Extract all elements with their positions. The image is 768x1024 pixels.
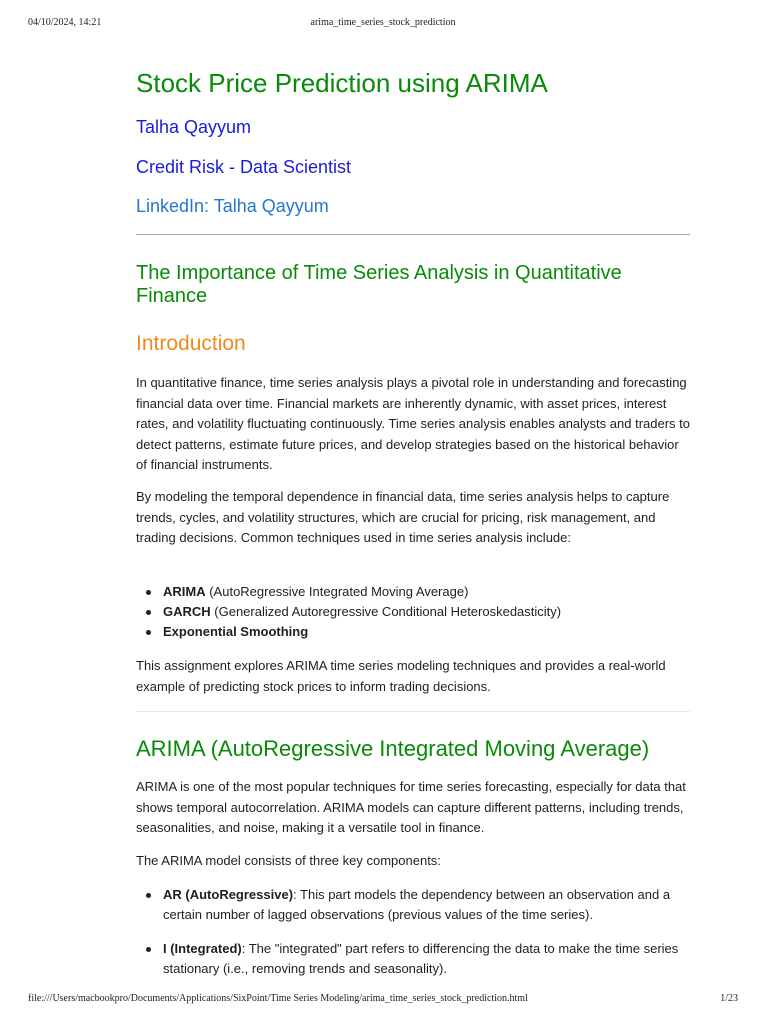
list-item <box>136 582 690 602</box>
print-datetime: 04/10/2024, 14:21 <box>28 17 102 28</box>
component-name: AR (AutoRegressive) <box>163 887 294 902</box>
technique-name: ARIMA <box>163 584 206 599</box>
divider <box>136 234 690 235</box>
page-number: 1/23 <box>720 993 738 1004</box>
technique-name: GARCH <box>163 604 211 619</box>
author-role: Credit Risk - Data Scientist <box>136 157 352 177</box>
author-name: Talha Qayyum <box>136 117 252 137</box>
technique-name: Exponential Smoothing <box>163 624 309 639</box>
list-item <box>136 885 690 925</box>
divider <box>136 711 690 712</box>
section-heading-importance: The Importance of Time Series Analysis in Quantitative Finance <box>136 262 622 307</box>
component-desc: : The "integrated" part refers to differencing the data to make the time series stationary (i.e., removing trends and seasonality). <box>163 941 679 976</box>
print-footer <box>28 993 738 1007</box>
technique-desc: (AutoRegressive Integrated Moving Average) <box>205 584 469 599</box>
list-item <box>136 602 690 622</box>
intro-paragraph-3: This assignment explores ARIMA time series modeling techniques and provides a real-world example of predicting stock prices to inform trading decisions. <box>136 658 666 694</box>
print-header <box>28 17 738 31</box>
arima-paragraph-1: ARIMA is one of the most popular techniques for time series forecasting, especially for data that shows temporal autocorrelation. ARIMA models can capture different patterns, including trends, seasonalities, and noise, making it a versatile tool in finance. <box>136 779 686 835</box>
introduction-heading: Introduction <box>136 332 246 355</box>
print-doc-name: arima_time_series_stock_prediction <box>310 17 456 28</box>
component-desc: : This part models the dependency between an observation and a certain number of lagged observations (previous values of the time series). <box>163 887 671 922</box>
section-heading-arima: ARIMA (AutoRegressive Integrated Moving Average) <box>136 736 650 761</box>
list-item <box>136 939 690 979</box>
list-item <box>136 622 690 642</box>
component-name: I (Integrated) <box>163 941 242 956</box>
print-file-path: file:///Users/macbookpro/Documents/Applications/SixPoint/Time Series Modeling/arima_time_series_stock_prediction.html <box>28 993 528 1004</box>
page-title: Stock Price Prediction using ARIMA <box>136 68 548 98</box>
components-list <box>136 885 690 993</box>
linkedin-link[interactable]: LinkedIn: Talha Qayyum <box>136 196 329 216</box>
intro-paragraph-1: In quantitative finance, time series analysis plays a pivotal role in understanding and forecasting financial data over time. Financial markets are inherently dynamic, with asset prices, interest rates, and volatility fluctuating continuously. Time series analysis enables analysts and traders to detect patterns, estimate future prices, and develop strategies based on the historical behavior of financial instruments. <box>136 375 690 472</box>
intro-paragraph-2: By modeling the temporal dependence in financial data, time series analysis helps to capture trends, cycles, and volatility structures, which are crucial for pricing, risk management, and trading decisions. Common techniques used in time series analysis include: <box>136 489 670 545</box>
technique-desc: (Generalized Autoregressive Conditional Heteroskedasticity) <box>210 604 562 619</box>
techniques-list <box>136 582 690 642</box>
arima-paragraph-2: The ARIMA model consists of three key components: <box>136 853 441 868</box>
